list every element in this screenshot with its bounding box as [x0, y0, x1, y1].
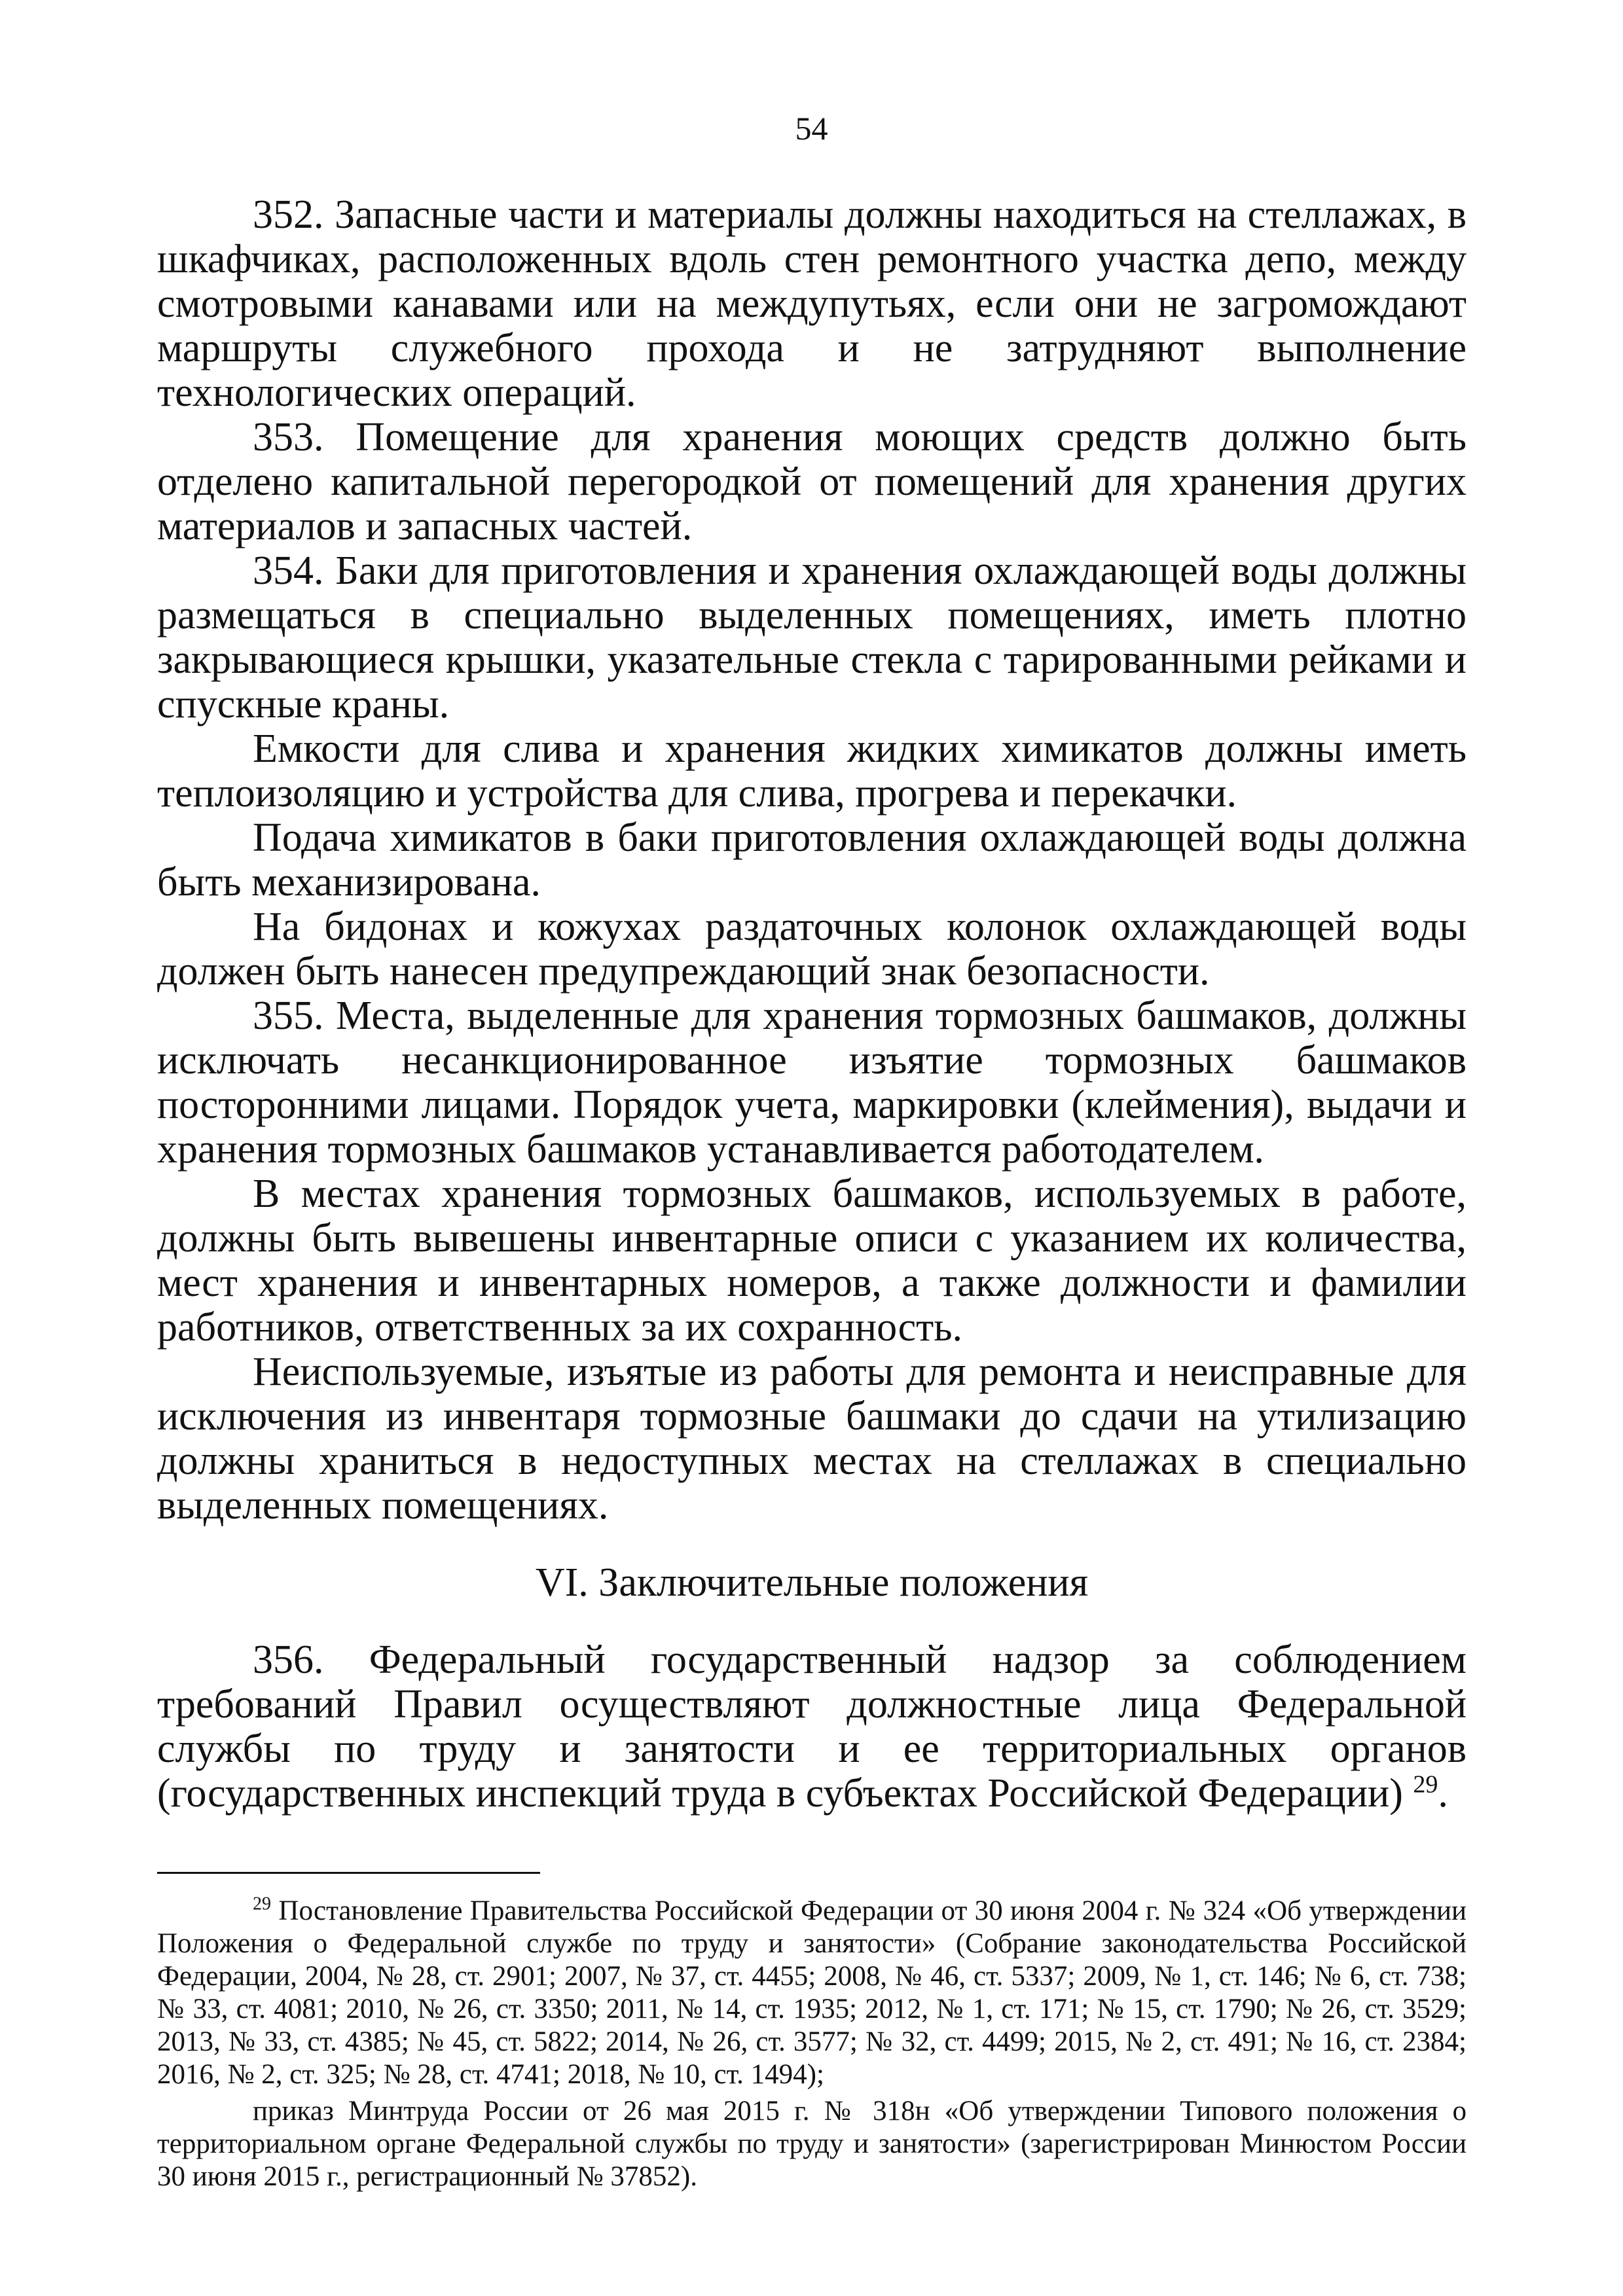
page-number: 54 — [795, 110, 828, 147]
footnote-29-continuation: приказ Минтруда России от 26 мая 2015 г. № 318н «Об утверждении Типового положения о территориальном органе Федеральной службы по труду и занятости» (зарегистрирован Минюстом России 30 июня 2015 г., регистрационный № 37852). — [157, 2096, 1467, 2192]
footnote-29-text: Постановление Правительства Российской Федерации от 30 июня 2004 г. № 324 «Об утверждении Положения о Федеральной службе по труду и занятости» (Собрание законодательства Российской Федерации, 2004, № 28, ст. 2901; 2007, № 37, ст. 4455; 2008, № 46, ст. 5337; 2009, № 1, ст. 146; № 6, ст. 738; № 33, ст. 4081; 2010, № 26, ст. 3350; 2011, № 14, ст. 1935; 2012, № 1, ст. 171; № 15, ст. 1790; № 26, ст. 3529; 2013, № 33, ст. 4385; № 45, ст. 5822; 2014, № 26, ст. 3577; № 32, ст. 4499; 2015, № 2, ст. 491; № 16, ст. 2384; 2016, № 2, ст. 325; № 28, ст. 4741; 2018, № 10, ст. 1494); — [157, 1895, 1467, 2090]
paragraph-356-end: . — [1438, 1771, 1448, 1816]
paragraph-355-inventory: В местах хранения тормозных башмаков, используемых в работе, должны быть вывешены инвентарные описи с указанием их количества, мест хранения и инвентарных номеров, а также должности и фамилии работников, ответственных за их сохранность. — [157, 1172, 1467, 1350]
body-text — [157, 192, 1467, 1816]
paragraph-354: 354. Баки для приготовления и хранения охлаждающей воды должны размещаться в специально выделенных помещениях, иметь плотно закрывающиеся крышки, указательные стекла с тарированными рейками и спускные краны. — [157, 548, 1467, 726]
footnote-reference[interactable]: 29 — [1413, 1770, 1438, 1799]
footnote-marker: 29 — [253, 1893, 271, 1914]
paragraph-352: 352. Запасные части и материалы должны находиться на стеллажах, в шкафчиках, расположенных вдоль стен ремонтного участка депо, между смотровыми канавами или на междупутьях, если они не загромождают маршруты служебного прохода и не затрудняют выполнение технологических операций. — [157, 192, 1467, 415]
paragraph-354-chemicals-supply: Подача химикатов в баки приготовления охлаждающей воды должна быть механизирована. — [157, 816, 1467, 905]
paragraph-356 — [157, 1638, 1467, 1816]
paragraph-355: 355. Места, выделенные для хранения тормозных башмаков, должны исключать несанкционированное изъятие тормозных башмаков посторонними лицами. Порядок учета, маркировки (клеймения), выдачи и хранения тормозных башмаков устанавливается работодателем. — [157, 994, 1467, 1172]
paragraph-356-text: 356. Федеральный государственный надзор за соблюдением требований Правил осуществляют должностные лица Федеральной службы по труду и занятости и ее территориальных органов (государственных инспекций труда в субъектах Российской Федерации) — [157, 1638, 1467, 1816]
footnotes — [157, 1895, 1467, 2197]
paragraph-353: 353. Помещение для хранения моющих средств должно быть отделено капитальной перегородкой от помещений для хранения других материалов и запасных частей. — [157, 415, 1467, 548]
footnote-29 — [157, 1895, 1467, 2091]
paragraph-354-warning-sign: На бидонах и кожухах раздаточных колонок охлаждающей воды должен быть нанесен предупреждающий знак безопасности. — [157, 905, 1467, 994]
paragraph-355-unused-shoes: Неиспользуемые, изъятые из работы для ремонта и неисправные для исключения из инвентаря тормозные башмаки до сдачи на утилизацию должны храниться в недоступных местах на стеллажах в специально выделенных помещениях. — [157, 1350, 1467, 1528]
paragraph-354-chemicals-containers: Емкости для слива и хранения жидких химикатов должны иметь теплоизоляцию и устройства для слива, прогрева и перекачки. — [157, 726, 1467, 816]
footnote-separator — [157, 1872, 540, 1874]
section-heading: VI. Заключительные положения — [535, 1560, 1089, 1605]
